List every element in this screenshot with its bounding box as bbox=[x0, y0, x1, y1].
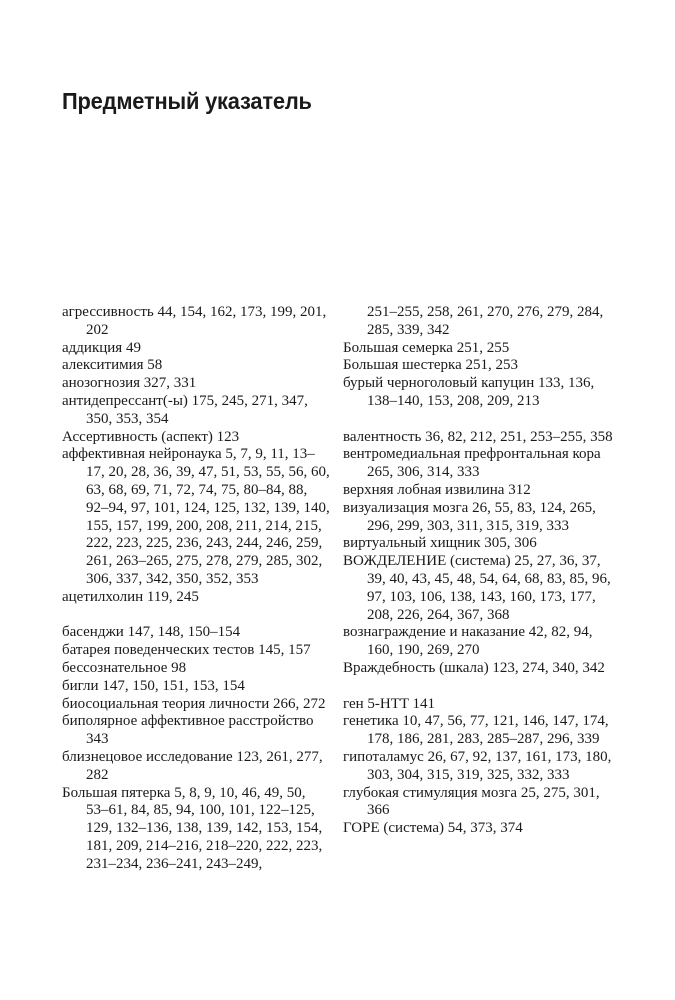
index-entry: агрессивность 44, 154, 162, 173, 199, 201, 202 bbox=[62, 304, 327, 338]
index-entry: Большая шестерка 251, 253 bbox=[343, 357, 519, 374]
index-entry: ГОРЕ (система) 54, 373, 374 bbox=[343, 820, 523, 837]
index-entry: ацетилхолин 119, 245 bbox=[62, 588, 199, 605]
index-column-left bbox=[62, 304, 330, 874]
index-entry: биосоциальная теория личности 266, 272 bbox=[62, 695, 326, 712]
index-entry: бессознательное 98 bbox=[62, 659, 187, 676]
index-entry: аддикция 49 bbox=[62, 339, 141, 356]
index-entry: биполярное аффективное расстройство 343 bbox=[62, 713, 314, 748]
index-entry: визуализация мозга 26, 55, 83, 124, 265, 296, 299, 303, 311, 315, 319, 333 bbox=[343, 499, 596, 534]
index-entry: валентность 36, 82, 212, 251, 253–255, 358 bbox=[343, 428, 613, 445]
index-entry: близнецовое исследование 123, 261, 277, 282 bbox=[62, 748, 323, 783]
letter-group-gap bbox=[62, 607, 330, 625]
index-entry: вознаграждение и наказание 42, 82, 94, 160, 190, 269, 270 bbox=[343, 624, 593, 659]
index-entry: аффективная нейронаука 5, 7, 9, 11, 13–17, 20, 28, 36, 39, 47, 51, 53, 55, 56, 60, 63, 68, 69, 71, 72, 74, 75, 80–84, 88, 92–94, 97, 101, 124, 125, 132, 139, 140, 155, 157, 199, 200, 208, 211, 214, 215, 222, 223, 225, 236, 243, 244, 246, 259, 261, 263–265, 275, 278, 279, 285, 302, 306, 337, 342, 350, 352, 353 bbox=[62, 446, 330, 587]
index-entry: алекситимия 58 bbox=[62, 357, 163, 374]
index-entry: вентромедиальная префронтальная кора 265, 306, 314, 333 bbox=[343, 446, 601, 481]
letter-group-gap bbox=[343, 678, 613, 696]
index-entry: бурый черноголовый капуцин 133, 136, 138–140, 153, 208, 209, 213 bbox=[343, 375, 595, 409]
index-entry-continuation: 251–255, 258, 261, 270, 276, 279, 284, 285, 339, 342 bbox=[367, 304, 604, 338]
index-entry: глубокая стимуляция мозга 25, 275, 301, 366 bbox=[343, 784, 600, 819]
index-entry: Большая пятерка 5, 8, 9, 10, 46, 49, 50, 53–61, 84, 85, 94, 100, 101, 122–125, 129, 132–136, 138, 139, 142, 153, 154, 181, 209, 214–216, 218–220, 222, 223, 231–234, 236–241, 243–249, bbox=[62, 784, 323, 872]
index-column-right bbox=[343, 304, 613, 838]
index-entry: антидепрессант(-ы) 175, 245, 271, 347, 350, 353, 354 bbox=[62, 392, 308, 427]
index-entry: Враждебность (шкала) 123, 274, 340, 342 bbox=[343, 659, 605, 676]
index-entry: гипоталамус 26, 67, 92, 137, 161, 173, 180, 303, 304, 315, 319, 325, 332, 333 bbox=[343, 748, 612, 783]
letter-group-gap bbox=[343, 411, 613, 429]
index-entry: анозогнозия 327, 331 bbox=[62, 375, 197, 392]
index-entry: верхняя лобная извилина 312 bbox=[343, 481, 531, 498]
index-entry: Большая семерка 251, 255 bbox=[343, 339, 510, 356]
index-entry: батарея поведенческих тестов 145, 157 bbox=[62, 642, 311, 659]
index-entry: генетика 10, 47, 56, 77, 121, 146, 147, 174, 178, 186, 281, 283, 285–287, 296, 339 bbox=[343, 713, 609, 748]
index-entry: бигли 147, 150, 151, 153, 154 bbox=[62, 677, 245, 694]
index-entry: Ассертивность (аспект) 123 bbox=[62, 428, 240, 445]
page-title: Предметный указатель bbox=[62, 88, 312, 114]
index-entry: ген 5-HTT 141 bbox=[343, 695, 436, 712]
index-entry: басенджи 147, 148, 150–154 bbox=[62, 624, 241, 641]
index-entry: виртуальный хищник 305, 306 bbox=[343, 535, 537, 552]
index-entry: ВОЖДЕЛЕНИЕ (система) 25, 27, 36, 37, 39, 40, 43, 45, 48, 54, 64, 68, 83, 85, 96, 97, 103, 106, 138, 143, 160, 173, 177, 208, 226, 264, 367, 368 bbox=[343, 553, 611, 623]
